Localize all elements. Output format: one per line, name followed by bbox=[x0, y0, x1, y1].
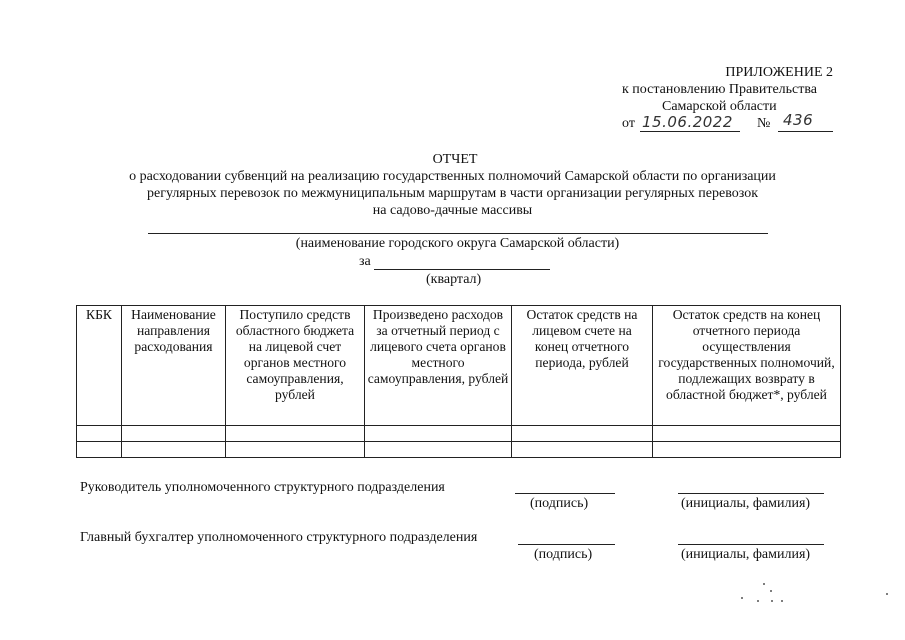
head-name-caption: (инициалы, фамилия) bbox=[681, 496, 811, 511]
report-title bbox=[0, 151, 905, 219]
head-signature-line[interactable] bbox=[515, 493, 615, 494]
appendix-number-value: 436 bbox=[783, 111, 814, 129]
table-row bbox=[77, 442, 841, 458]
accountant-signature-caption: (подпись) bbox=[534, 547, 593, 562]
accountant-name-caption: (инициалы, фамилия) bbox=[681, 547, 811, 562]
header-return: Остаток средств на конец отчетного периода осуществления государственных полномочий, подлежащих возврату в областной бюджет*, рублей bbox=[653, 306, 841, 426]
header-direction: Наименование направления расходования bbox=[122, 306, 226, 426]
head-signature-caption: (подпись) bbox=[530, 496, 589, 511]
table-row bbox=[77, 426, 841, 442]
date-underline bbox=[640, 131, 740, 132]
report-subtitle-line-3: на садово-дачные массивы bbox=[372, 203, 533, 218]
accountant-signature-line[interactable] bbox=[518, 544, 615, 545]
table-cell[interactable] bbox=[365, 442, 512, 458]
table-cell[interactable] bbox=[77, 442, 122, 458]
appendix-date-value: 15.06.2022 bbox=[642, 113, 733, 131]
table-cell[interactable] bbox=[653, 442, 841, 458]
head-name-line[interactable] bbox=[678, 493, 824, 494]
table-cell[interactable] bbox=[77, 426, 122, 442]
report-table bbox=[76, 305, 841, 458]
appendix-number-prefix: № bbox=[757, 116, 771, 131]
period-caption: (квартал) bbox=[426, 272, 482, 287]
header-balance: Остаток средств на лицевом счете на конец отчетного периода, рублей bbox=[512, 306, 653, 426]
table-cell[interactable] bbox=[226, 442, 365, 458]
accountant-name-line[interactable] bbox=[678, 544, 824, 545]
appendix-line-2: Самарской области bbox=[662, 99, 777, 114]
appendix-block bbox=[725, 64, 833, 81]
head-signature-label: Руководитель уполномоченного структурного подразделения bbox=[80, 480, 445, 495]
accountant-signature-label: Главный бухгалтер уполномоченного структурного подразделения bbox=[80, 530, 478, 545]
table-cell[interactable] bbox=[122, 442, 226, 458]
district-caption: (наименование городского округа Самарской области) bbox=[295, 236, 620, 251]
table-header-row bbox=[77, 306, 841, 426]
table-cell[interactable] bbox=[365, 426, 512, 442]
report-heading: ОТЧЕТ bbox=[432, 152, 478, 167]
header-kbk: КБК bbox=[77, 306, 122, 426]
appendix-line-1: к постановлению Правительства bbox=[622, 82, 818, 97]
period-prefix: за bbox=[359, 254, 371, 269]
number-underline bbox=[778, 131, 833, 132]
table-cell[interactable] bbox=[512, 442, 653, 458]
appendix-heading: ПРИЛОЖЕНИЕ 2 bbox=[725, 65, 833, 80]
table-cell[interactable] bbox=[512, 426, 653, 442]
report-subtitle-line-2: регулярных перевозок по межмуниципальным маршрутам в части организации регулярных перевозок bbox=[146, 186, 758, 201]
appendix-date-prefix: от bbox=[622, 116, 635, 131]
district-field-line[interactable] bbox=[148, 233, 768, 234]
header-spent: Произведено расходов за отчетный период с лицевого счета органов местного самоуправления, рублей bbox=[365, 306, 512, 426]
report-subtitle-line-1: о расходовании субвенций на реализацию государственных полномочий Самарской области по организации bbox=[129, 169, 776, 184]
table-cell[interactable] bbox=[226, 426, 365, 442]
table-cell[interactable] bbox=[122, 426, 226, 442]
table-cell[interactable] bbox=[653, 426, 841, 442]
period-field-line[interactable] bbox=[374, 269, 550, 270]
header-received: Поступило средств областного бюджета на лицевой счет органов местного самоуправления, рублей bbox=[226, 306, 365, 426]
